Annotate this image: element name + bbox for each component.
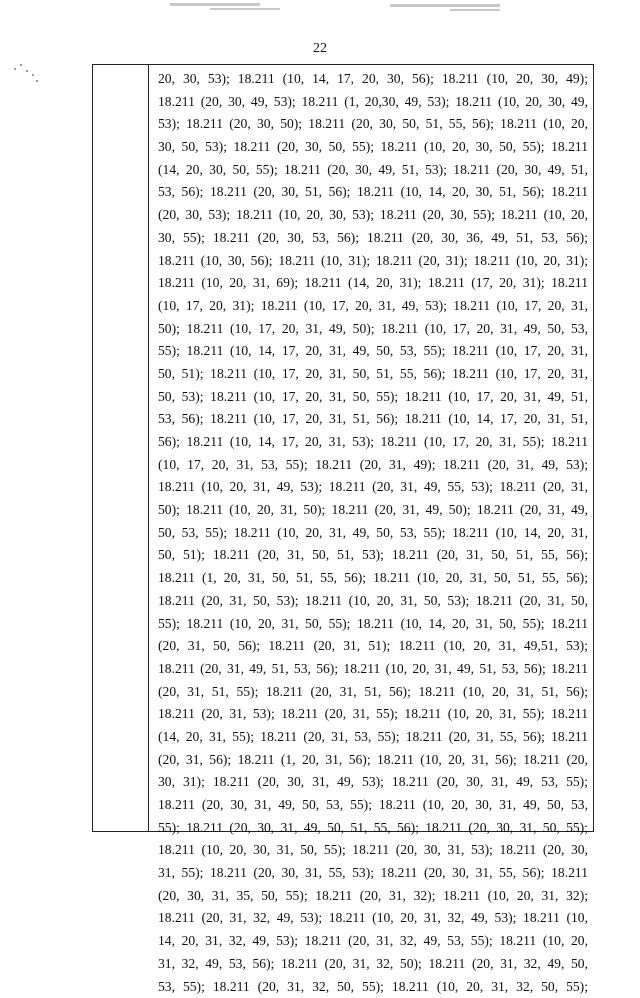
text-line: 18.211 (10, 20, 31, 49, 53); 18.211 (20, 31, 49, 55, 53); 18.211 (20, 31, (158, 476, 588, 499)
text-line: 18.211 (10, 20, 31, 69); 18.211 (14, 20, 31); 18.211 (17, 20, 31); 18.211 (158, 272, 588, 295)
text-line: 53, 55); 18.211 (20, 31, 32, 50, 55); 18.211 (10, 20, 31, 32, 50, 55); (158, 976, 588, 998)
scan-artifact-left (12, 60, 42, 90)
text-line: (14, 20, 30, 50, 55); 18.211 (20, 30, 49, 51, 53); 18.211 (20, 30, 49, 51, (158, 159, 588, 182)
text-line: 50, 51); 18.211 (10, 17, 20, 31, 50, 51, 55, 56); 18.211 (10, 17, 20, 31, (158, 363, 588, 386)
text-line: 50, 53); 18.211 (10, 17, 20, 31, 50, 55); 18.211 (10, 17, 20, 31, 49, 51, (158, 386, 588, 409)
text-line: 55); 18.211 (20, 30, 31, 49, 50, 51, 55, 56); 18.211 (20, 30, 31, 50, 55); (158, 817, 588, 840)
text-line: (20, 30, 31, 35, 50, 55); 18.211 (20, 31, 32); 18.211 (10, 20, 31, 32); (158, 885, 588, 908)
text-line: 53); 18.211 (20, 30, 50); 18.211 (20, 30, 50, 51, 55, 56); 18.211 (10, 20, (158, 113, 588, 136)
text-line: 14, 20, 31, 32, 49, 53); 18.211 (20, 31, 32, 49, 53, 55); 18.211 (10, 20, (158, 930, 588, 953)
text-line: (10, 17, 20, 31); 18.211 (10, 17, 20, 31, 49, 53); 18.211 (10, 17, 20, 31, (158, 295, 588, 318)
text-line: 55); 18.211 (10, 20, 31, 50, 55); 18.211 (10, 14, 20, 31, 50, 55); 18.211 (158, 613, 588, 636)
page-number: 22 (0, 41, 640, 57)
text-line: (20, 30, 53); 18.211 (10, 20, 30, 53); 18.211 (20, 30, 55); 18.211 (10, 20, (158, 204, 588, 227)
text-line: 31, 55); 18.211 (20, 30, 31, 55, 53); 18.211 (20, 30, 31, 55, 56); 18.211 (158, 862, 588, 885)
text-line: 31, 32, 49, 53, 56); 18.211 (20, 31, 32, 50); 18.211 (20, 31, 32, 49, 50, (158, 953, 588, 976)
text-line: 18.211 (10, 20, 30, 31, 50, 55); 18.211 (20, 30, 31, 53); 18.211 (20, 30, (158, 839, 588, 862)
text-line: 18.211 (20, 31, 32, 49, 53); 18.211 (10, 20, 31, 32, 49, 53); 18.211 (10, (158, 907, 588, 930)
text-line: 18.211 (20, 30, 31, 49, 50, 53, 55); 18.211 (10, 20, 30, 31, 49, 50, 53, (158, 794, 588, 817)
text-line: 18.211 (20, 31, 53); 18.211 (20, 31, 55); 18.211 (10, 20, 31, 55); 18.211 (158, 703, 588, 726)
text-line: 20, 30, 53); 18.211 (10, 14, 17, 20, 30, 56); 18.211 (10, 20, 30, 49); (158, 68, 588, 91)
text-line: 50); 18.211 (10, 17, 20, 31, 49, 50); 18.211 (10, 17, 20, 31, 49, 50, 53, (158, 318, 588, 341)
text-line: 53, 56); 18.211 (10, 17, 20, 31, 51, 56); 18.211 (10, 14, 17, 20, 31, 51, (158, 408, 588, 431)
text-line: (20, 31, 56); 18.211 (1, 20, 31, 56); 18.211 (10, 20, 31, 56); 18.211 (20, (158, 749, 588, 772)
text-line: (10, 17, 20, 31, 53, 55); 18.211 (20, 31, 49); 18.211 (20, 31, 49, 53); (158, 454, 588, 477)
text-line: 50, 51); 18.211 (20, 31, 50, 51, 53); 18.211 (20, 31, 50, 51, 55, 56); (158, 544, 588, 567)
text-line: (14, 20, 31, 55); 18.211 (20, 31, 53, 55); 18.211 (20, 31, 55, 56); 18.211 (158, 726, 588, 749)
text-line: 18.211 (20, 31, 50, 53); 18.211 (10, 20, 31, 50, 53); 18.211 (20, 31, 50, (158, 590, 588, 613)
document-table (92, 64, 594, 832)
text-line: 30, 50, 53); 18.211 (20, 30, 50, 55); 18.211 (10, 20, 30, 50, 55); 18.211 (158, 136, 588, 159)
text-line: 50, 53, 55); 18.211 (10, 20, 31, 49, 50, 53, 55); 18.211 (10, 14, 20, 31, (158, 522, 588, 545)
text-line: 30, 31); 18.211 (20, 30, 31, 49, 53); 18.211 (20, 30, 31, 49, 53, 55); (158, 771, 588, 794)
text-line: 18.211 (20, 31, 49, 51, 53, 56); 18.211 (10, 20, 31, 49, 51, 53, 56); 18.211 (158, 658, 588, 681)
text-line: 18.211 (1, 20, 31, 50, 51, 55, 56); 18.211 (10, 20, 31, 50, 51, 55, 56); (158, 567, 588, 590)
text-line: 18.211 (10, 30, 56); 18.211 (10, 31); 18.211 (20, 31); 18.211 (10, 20, 31); (158, 250, 588, 273)
table-left-column (93, 65, 149, 831)
text-line: 53, 56); 18.211 (20, 30, 51, 56); 18.211 (10, 14, 20, 30, 51, 56); 18.211 (158, 181, 588, 204)
text-line: 56); 18.211 (10, 14, 17, 20, 31, 53); 18.211 (10, 17, 20, 31, 55); 18.211 (158, 431, 588, 454)
text-line: (20, 31, 51, 55); 18.211 (20, 31, 51, 56); 18.211 (10, 20, 31, 51, 56); (158, 681, 588, 704)
scan-artifact-top (150, 0, 530, 16)
text-line: 30, 55); 18.211 (20, 30, 53, 56); 18.211 (20, 30, 36, 49, 51, 53, 56); (158, 227, 588, 250)
text-line: (20, 31, 50, 56); 18.211 (20, 31, 51); 18.211 (10, 20, 31, 49,51, 53); (158, 635, 588, 658)
text-line: 18.211 (20, 30, 49, 53); 18.211 (1, 20,30, 49, 53); 18.211 (10, 20, 30, 49, (158, 91, 588, 114)
text-line: 50); 18.211 (10, 20, 31, 50); 18.211 (20, 31, 49, 50); 18.211 (20, 31, 49, (158, 499, 588, 522)
text-line: 55); 18.211 (10, 14, 17, 20, 31, 49, 50, 53, 55); 18.211 (10, 17, 20, 31, (158, 340, 588, 363)
table-right-column (149, 65, 593, 831)
code-list-text (158, 68, 588, 998)
